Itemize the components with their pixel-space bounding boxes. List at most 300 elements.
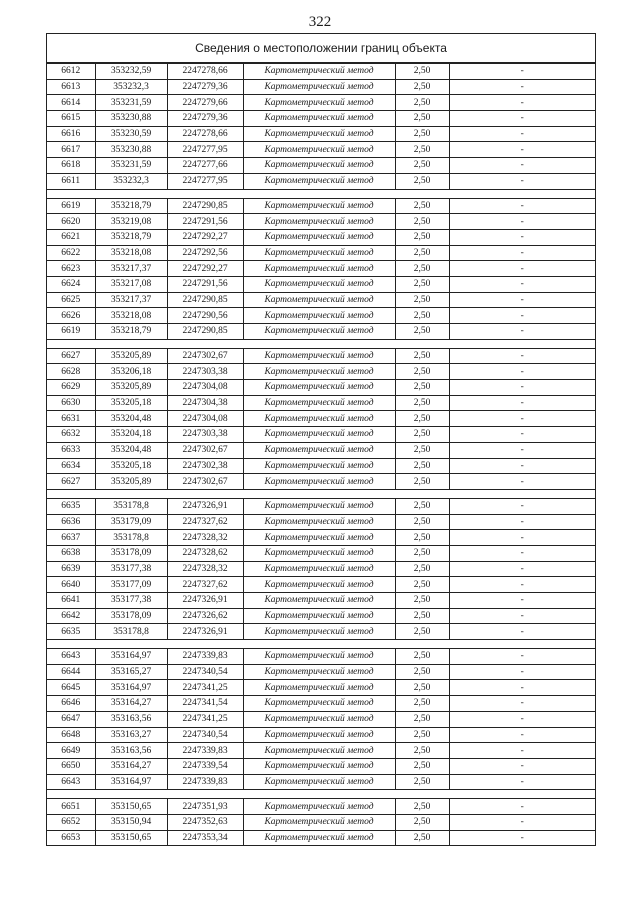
separator-cell [167, 339, 243, 348]
y-coordinate-cell: 2247341,25 [167, 711, 243, 727]
accuracy-cell: 2,50 [395, 111, 449, 127]
description-cell: - [449, 245, 595, 261]
point-number-cell: 6647 [47, 711, 95, 727]
separator-cell [395, 339, 449, 348]
table-title: Сведения о местоположении границ объекта [47, 34, 595, 63]
y-coordinate-cell: 2247326,91 [167, 593, 243, 609]
method-cell: Картометрический метод [243, 727, 395, 743]
x-coordinate-cell: 353232,3 [95, 173, 167, 189]
y-coordinate-cell: 2247291,56 [167, 276, 243, 292]
x-coordinate-cell: 353230,88 [95, 111, 167, 127]
group-separator-row [47, 189, 595, 198]
x-coordinate-cell: 353164,97 [95, 680, 167, 696]
method-cell: Картометрический метод [243, 324, 395, 340]
table-row [47, 711, 595, 727]
description-cell: - [449, 743, 595, 759]
table-row [47, 680, 595, 696]
table-row [47, 664, 595, 680]
method-cell: Картометрический метод [243, 111, 395, 127]
description-cell: - [449, 64, 595, 80]
method-cell: Картометрический метод [243, 593, 395, 609]
method-cell: Картометрический метод [243, 774, 395, 790]
description-cell: - [449, 442, 595, 458]
method-cell: Картометрический метод [243, 158, 395, 174]
x-coordinate-cell: 353204,48 [95, 442, 167, 458]
separator-cell [167, 189, 243, 198]
accuracy-cell: 2,50 [395, 214, 449, 230]
x-coordinate-cell: 353205,18 [95, 395, 167, 411]
method-cell: Картометрический метод [243, 458, 395, 474]
x-coordinate-cell: 353217,37 [95, 261, 167, 277]
description-cell: - [449, 696, 595, 712]
y-coordinate-cell: 2247302,38 [167, 458, 243, 474]
table-row [47, 292, 595, 308]
separator-cell [243, 489, 395, 498]
point-number-cell: 6629 [47, 380, 95, 396]
y-coordinate-cell: 2247326,91 [167, 624, 243, 640]
accuracy-cell: 2,50 [395, 593, 449, 609]
table-row [47, 498, 595, 514]
x-coordinate-cell: 353218,08 [95, 308, 167, 324]
method-cell: Картометрический метод [243, 799, 395, 815]
table-row [47, 395, 595, 411]
y-coordinate-cell: 2247290,85 [167, 324, 243, 340]
y-coordinate-cell: 2247302,67 [167, 442, 243, 458]
description-cell: - [449, 292, 595, 308]
accuracy-cell: 2,50 [395, 774, 449, 790]
y-coordinate-cell: 2247339,83 [167, 774, 243, 790]
description-cell: - [449, 830, 595, 846]
method-cell: Картометрический метод [243, 758, 395, 774]
page-number: 322 [308, 14, 332, 30]
table-row [47, 198, 595, 214]
description-cell: - [449, 261, 595, 277]
x-coordinate-cell: 353205,89 [95, 348, 167, 364]
point-number-cell: 6616 [47, 126, 95, 142]
separator-cell [449, 189, 595, 198]
method-cell: Картометрический метод [243, 348, 395, 364]
point-number-cell: 6643 [47, 774, 95, 790]
method-cell: Картометрический метод [243, 474, 395, 490]
point-number-cell: 6632 [47, 427, 95, 443]
accuracy-cell: 2,50 [395, 680, 449, 696]
description-cell: - [449, 229, 595, 245]
description-cell: - [449, 364, 595, 380]
accuracy-cell: 2,50 [395, 624, 449, 640]
y-coordinate-cell: 2247341,54 [167, 696, 243, 712]
table-row [47, 308, 595, 324]
method-cell: Картометрический метод [243, 711, 395, 727]
y-coordinate-cell: 2247290,85 [167, 292, 243, 308]
separator-cell [449, 640, 595, 649]
boundary-table-frame [46, 33, 596, 846]
description-cell: - [449, 173, 595, 189]
y-coordinate-cell: 2247303,38 [167, 364, 243, 380]
accuracy-cell: 2,50 [395, 276, 449, 292]
separator-cell [243, 640, 395, 649]
table-row [47, 229, 595, 245]
method-cell: Картометрический метод [243, 395, 395, 411]
table-row [47, 324, 595, 340]
table-row [47, 79, 595, 95]
accuracy-cell: 2,50 [395, 577, 449, 593]
description-cell: - [449, 498, 595, 514]
method-cell: Картометрический метод [243, 680, 395, 696]
table-row [47, 608, 595, 624]
x-coordinate-cell: 353150,65 [95, 830, 167, 846]
accuracy-cell: 2,50 [395, 514, 449, 530]
accuracy-cell: 2,50 [395, 814, 449, 830]
separator-cell [47, 189, 95, 198]
table-row [47, 348, 595, 364]
x-coordinate-cell: 353232,3 [95, 79, 167, 95]
accuracy-cell: 2,50 [395, 498, 449, 514]
description-cell: - [449, 799, 595, 815]
y-coordinate-cell: 2247292,56 [167, 245, 243, 261]
description-cell: - [449, 276, 595, 292]
table-row [47, 276, 595, 292]
y-coordinate-cell: 2247351,93 [167, 799, 243, 815]
table-row [47, 411, 595, 427]
table-row [47, 245, 595, 261]
table-row [47, 380, 595, 396]
separator-cell [47, 640, 95, 649]
table-row [47, 561, 595, 577]
table-row [47, 593, 595, 609]
y-coordinate-cell: 2247339,83 [167, 743, 243, 759]
y-coordinate-cell: 2247328,32 [167, 530, 243, 546]
method-cell: Картометрический метод [243, 545, 395, 561]
x-coordinate-cell: 353150,94 [95, 814, 167, 830]
x-coordinate-cell: 353177,09 [95, 577, 167, 593]
group-separator-row [47, 489, 595, 498]
y-coordinate-cell: 2247339,83 [167, 649, 243, 665]
description-cell: - [449, 411, 595, 427]
point-number-cell: 6626 [47, 308, 95, 324]
x-coordinate-cell: 353164,27 [95, 696, 167, 712]
point-number-cell: 6617 [47, 142, 95, 158]
method-cell: Картометрический метод [243, 814, 395, 830]
description-cell: - [449, 680, 595, 696]
point-number-cell: 6652 [47, 814, 95, 830]
separator-cell [167, 640, 243, 649]
coordinates-table [47, 63, 595, 846]
accuracy-cell: 2,50 [395, 158, 449, 174]
separator-cell [47, 339, 95, 348]
accuracy-cell: 2,50 [395, 458, 449, 474]
description-cell: - [449, 198, 595, 214]
point-number-cell: 6620 [47, 214, 95, 230]
point-number-cell: 6641 [47, 593, 95, 609]
accuracy-cell: 2,50 [395, 261, 449, 277]
accuracy-cell: 2,50 [395, 442, 449, 458]
method-cell: Картометрический метод [243, 79, 395, 95]
description-cell: - [449, 514, 595, 530]
y-coordinate-cell: 2247291,56 [167, 214, 243, 230]
accuracy-cell: 2,50 [395, 727, 449, 743]
accuracy-cell: 2,50 [395, 245, 449, 261]
separator-cell [243, 189, 395, 198]
point-number-cell: 6630 [47, 395, 95, 411]
accuracy-cell: 2,50 [395, 743, 449, 759]
y-coordinate-cell: 2247352,63 [167, 814, 243, 830]
separator-cell [95, 339, 167, 348]
y-coordinate-cell: 2247304,08 [167, 411, 243, 427]
point-number-cell: 6635 [47, 498, 95, 514]
point-number-cell: 6651 [47, 799, 95, 815]
description-cell: - [449, 624, 595, 640]
separator-cell [449, 489, 595, 498]
description-cell: - [449, 758, 595, 774]
x-coordinate-cell: 353178,8 [95, 624, 167, 640]
y-coordinate-cell: 2247303,38 [167, 427, 243, 443]
description-cell: - [449, 577, 595, 593]
table-row [47, 214, 595, 230]
separator-cell [47, 790, 95, 799]
separator-cell [95, 489, 167, 498]
point-number-cell: 6615 [47, 111, 95, 127]
table-row [47, 577, 595, 593]
x-coordinate-cell: 353204,18 [95, 427, 167, 443]
table-row [47, 514, 595, 530]
table-row [47, 727, 595, 743]
x-coordinate-cell: 353178,8 [95, 498, 167, 514]
y-coordinate-cell: 2247328,32 [167, 561, 243, 577]
method-cell: Картометрический метод [243, 649, 395, 665]
point-number-cell: 6628 [47, 364, 95, 380]
table-row [47, 530, 595, 546]
separator-cell [395, 790, 449, 799]
description-cell: - [449, 593, 595, 609]
accuracy-cell: 2,50 [395, 364, 449, 380]
x-coordinate-cell: 353217,08 [95, 276, 167, 292]
point-number-cell: 6611 [47, 173, 95, 189]
description-cell: - [449, 608, 595, 624]
separator-cell [243, 790, 395, 799]
point-number-cell: 6623 [47, 261, 95, 277]
x-coordinate-cell: 353177,38 [95, 561, 167, 577]
separator-cell [47, 489, 95, 498]
table-row [47, 142, 595, 158]
accuracy-cell: 2,50 [395, 324, 449, 340]
table-row [47, 95, 595, 111]
point-number-cell: 6619 [47, 198, 95, 214]
y-coordinate-cell: 2247277,95 [167, 142, 243, 158]
x-coordinate-cell: 353218,79 [95, 324, 167, 340]
x-coordinate-cell: 353178,09 [95, 608, 167, 624]
method-cell: Картометрический метод [243, 442, 395, 458]
accuracy-cell: 2,50 [395, 395, 449, 411]
table-row [47, 758, 595, 774]
x-coordinate-cell: 353178,09 [95, 545, 167, 561]
x-coordinate-cell: 353150,65 [95, 799, 167, 815]
table-row [47, 774, 595, 790]
method-cell: Картометрический метод [243, 64, 395, 80]
point-number-cell: 6636 [47, 514, 95, 530]
x-coordinate-cell: 353231,59 [95, 158, 167, 174]
table-row [47, 427, 595, 443]
group-separator-row [47, 640, 595, 649]
point-number-cell: 6621 [47, 229, 95, 245]
description-cell: - [449, 530, 595, 546]
point-number-cell: 6618 [47, 158, 95, 174]
coordinates-table-body [47, 64, 595, 846]
y-coordinate-cell: 2247290,85 [167, 198, 243, 214]
point-number-cell: 6644 [47, 664, 95, 680]
x-coordinate-cell: 353178,8 [95, 530, 167, 546]
description-cell: - [449, 664, 595, 680]
y-coordinate-cell: 2247353,34 [167, 830, 243, 846]
table-row [47, 474, 595, 490]
method-cell: Картометрический метод [243, 664, 395, 680]
description-cell: - [449, 545, 595, 561]
description-cell: - [449, 711, 595, 727]
y-coordinate-cell: 2247341,25 [167, 680, 243, 696]
point-number-cell: 6627 [47, 474, 95, 490]
x-coordinate-cell: 353218,79 [95, 229, 167, 245]
accuracy-cell: 2,50 [395, 649, 449, 665]
method-cell: Картометрический метод [243, 214, 395, 230]
x-coordinate-cell: 353163,56 [95, 711, 167, 727]
point-number-cell: 6650 [47, 758, 95, 774]
point-number-cell: 6634 [47, 458, 95, 474]
table-row [47, 261, 595, 277]
y-coordinate-cell: 2247340,54 [167, 727, 243, 743]
y-coordinate-cell: 2247304,38 [167, 395, 243, 411]
point-number-cell: 6635 [47, 624, 95, 640]
x-coordinate-cell: 353205,18 [95, 458, 167, 474]
accuracy-cell: 2,50 [395, 348, 449, 364]
point-number-cell: 6643 [47, 649, 95, 665]
accuracy-cell: 2,50 [395, 411, 449, 427]
x-coordinate-cell: 353205,89 [95, 474, 167, 490]
point-number-cell: 6645 [47, 680, 95, 696]
table-row [47, 364, 595, 380]
group-separator-row [47, 790, 595, 799]
method-cell: Картометрический метод [243, 126, 395, 142]
accuracy-cell: 2,50 [395, 229, 449, 245]
x-coordinate-cell: 353217,37 [95, 292, 167, 308]
table-row [47, 64, 595, 80]
accuracy-cell: 2,50 [395, 758, 449, 774]
separator-cell [243, 339, 395, 348]
description-cell: - [449, 474, 595, 490]
accuracy-cell: 2,50 [395, 142, 449, 158]
description-cell: - [449, 308, 595, 324]
y-coordinate-cell: 2247278,66 [167, 64, 243, 80]
table-row [47, 126, 595, 142]
separator-cell [95, 640, 167, 649]
description-cell: - [449, 774, 595, 790]
x-coordinate-cell: 353165,27 [95, 664, 167, 680]
x-coordinate-cell: 353232,59 [95, 64, 167, 80]
accuracy-cell: 2,50 [395, 530, 449, 546]
x-coordinate-cell: 353218,79 [95, 198, 167, 214]
table-row [47, 649, 595, 665]
point-number-cell: 6612 [47, 64, 95, 80]
description-cell: - [449, 126, 595, 142]
x-coordinate-cell: 353206,18 [95, 364, 167, 380]
table-row [47, 814, 595, 830]
method-cell: Картометрический метод [243, 229, 395, 245]
accuracy-cell: 2,50 [395, 427, 449, 443]
separator-cell [95, 189, 167, 198]
y-coordinate-cell: 2247279,36 [167, 79, 243, 95]
accuracy-cell: 2,50 [395, 126, 449, 142]
description-cell: - [449, 95, 595, 111]
point-number-cell: 6648 [47, 727, 95, 743]
accuracy-cell: 2,50 [395, 799, 449, 815]
method-cell: Картометрический метод [243, 292, 395, 308]
method-cell: Картометрический метод [243, 198, 395, 214]
method-cell: Картометрический метод [243, 577, 395, 593]
point-number-cell: 6627 [47, 348, 95, 364]
x-coordinate-cell: 353204,48 [95, 411, 167, 427]
description-cell: - [449, 158, 595, 174]
point-number-cell: 6622 [47, 245, 95, 261]
point-number-cell: 6625 [47, 292, 95, 308]
description-cell: - [449, 380, 595, 396]
separator-cell [167, 489, 243, 498]
point-number-cell: 6619 [47, 324, 95, 340]
point-number-cell: 6624 [47, 276, 95, 292]
method-cell: Картометрический метод [243, 530, 395, 546]
method-cell: Картометрический метод [243, 308, 395, 324]
accuracy-cell: 2,50 [395, 474, 449, 490]
description-cell: - [449, 79, 595, 95]
method-cell: Картометрический метод [243, 276, 395, 292]
method-cell: Картометрический метод [243, 830, 395, 846]
table-row [47, 743, 595, 759]
table-row [47, 545, 595, 561]
accuracy-cell: 2,50 [395, 198, 449, 214]
y-coordinate-cell: 2247340,54 [167, 664, 243, 680]
table-row [47, 624, 595, 640]
table-row [47, 799, 595, 815]
y-coordinate-cell: 2247302,67 [167, 348, 243, 364]
description-cell: - [449, 561, 595, 577]
y-coordinate-cell: 2247292,27 [167, 229, 243, 245]
method-cell: Картометрический метод [243, 608, 395, 624]
accuracy-cell: 2,50 [395, 664, 449, 680]
y-coordinate-cell: 2247304,08 [167, 380, 243, 396]
x-coordinate-cell: 353164,27 [95, 758, 167, 774]
accuracy-cell: 2,50 [395, 173, 449, 189]
x-coordinate-cell: 353230,88 [95, 142, 167, 158]
method-cell: Картометрический метод [243, 624, 395, 640]
x-coordinate-cell: 353163,27 [95, 727, 167, 743]
y-coordinate-cell: 2247278,66 [167, 126, 243, 142]
accuracy-cell: 2,50 [395, 292, 449, 308]
accuracy-cell: 2,50 [395, 696, 449, 712]
y-coordinate-cell: 2247326,62 [167, 608, 243, 624]
accuracy-cell: 2,50 [395, 308, 449, 324]
description-cell: - [449, 324, 595, 340]
method-cell: Картометрический метод [243, 743, 395, 759]
table-row [47, 158, 595, 174]
y-coordinate-cell: 2247302,67 [167, 474, 243, 490]
accuracy-cell: 2,50 [395, 545, 449, 561]
description-cell: - [449, 395, 595, 411]
point-number-cell: 6642 [47, 608, 95, 624]
description-cell: - [449, 427, 595, 443]
x-coordinate-cell: 353219,08 [95, 214, 167, 230]
y-coordinate-cell: 2247328,62 [167, 545, 243, 561]
x-coordinate-cell: 353218,08 [95, 245, 167, 261]
method-cell: Картометрический метод [243, 245, 395, 261]
description-cell: - [449, 214, 595, 230]
accuracy-cell: 2,50 [395, 830, 449, 846]
